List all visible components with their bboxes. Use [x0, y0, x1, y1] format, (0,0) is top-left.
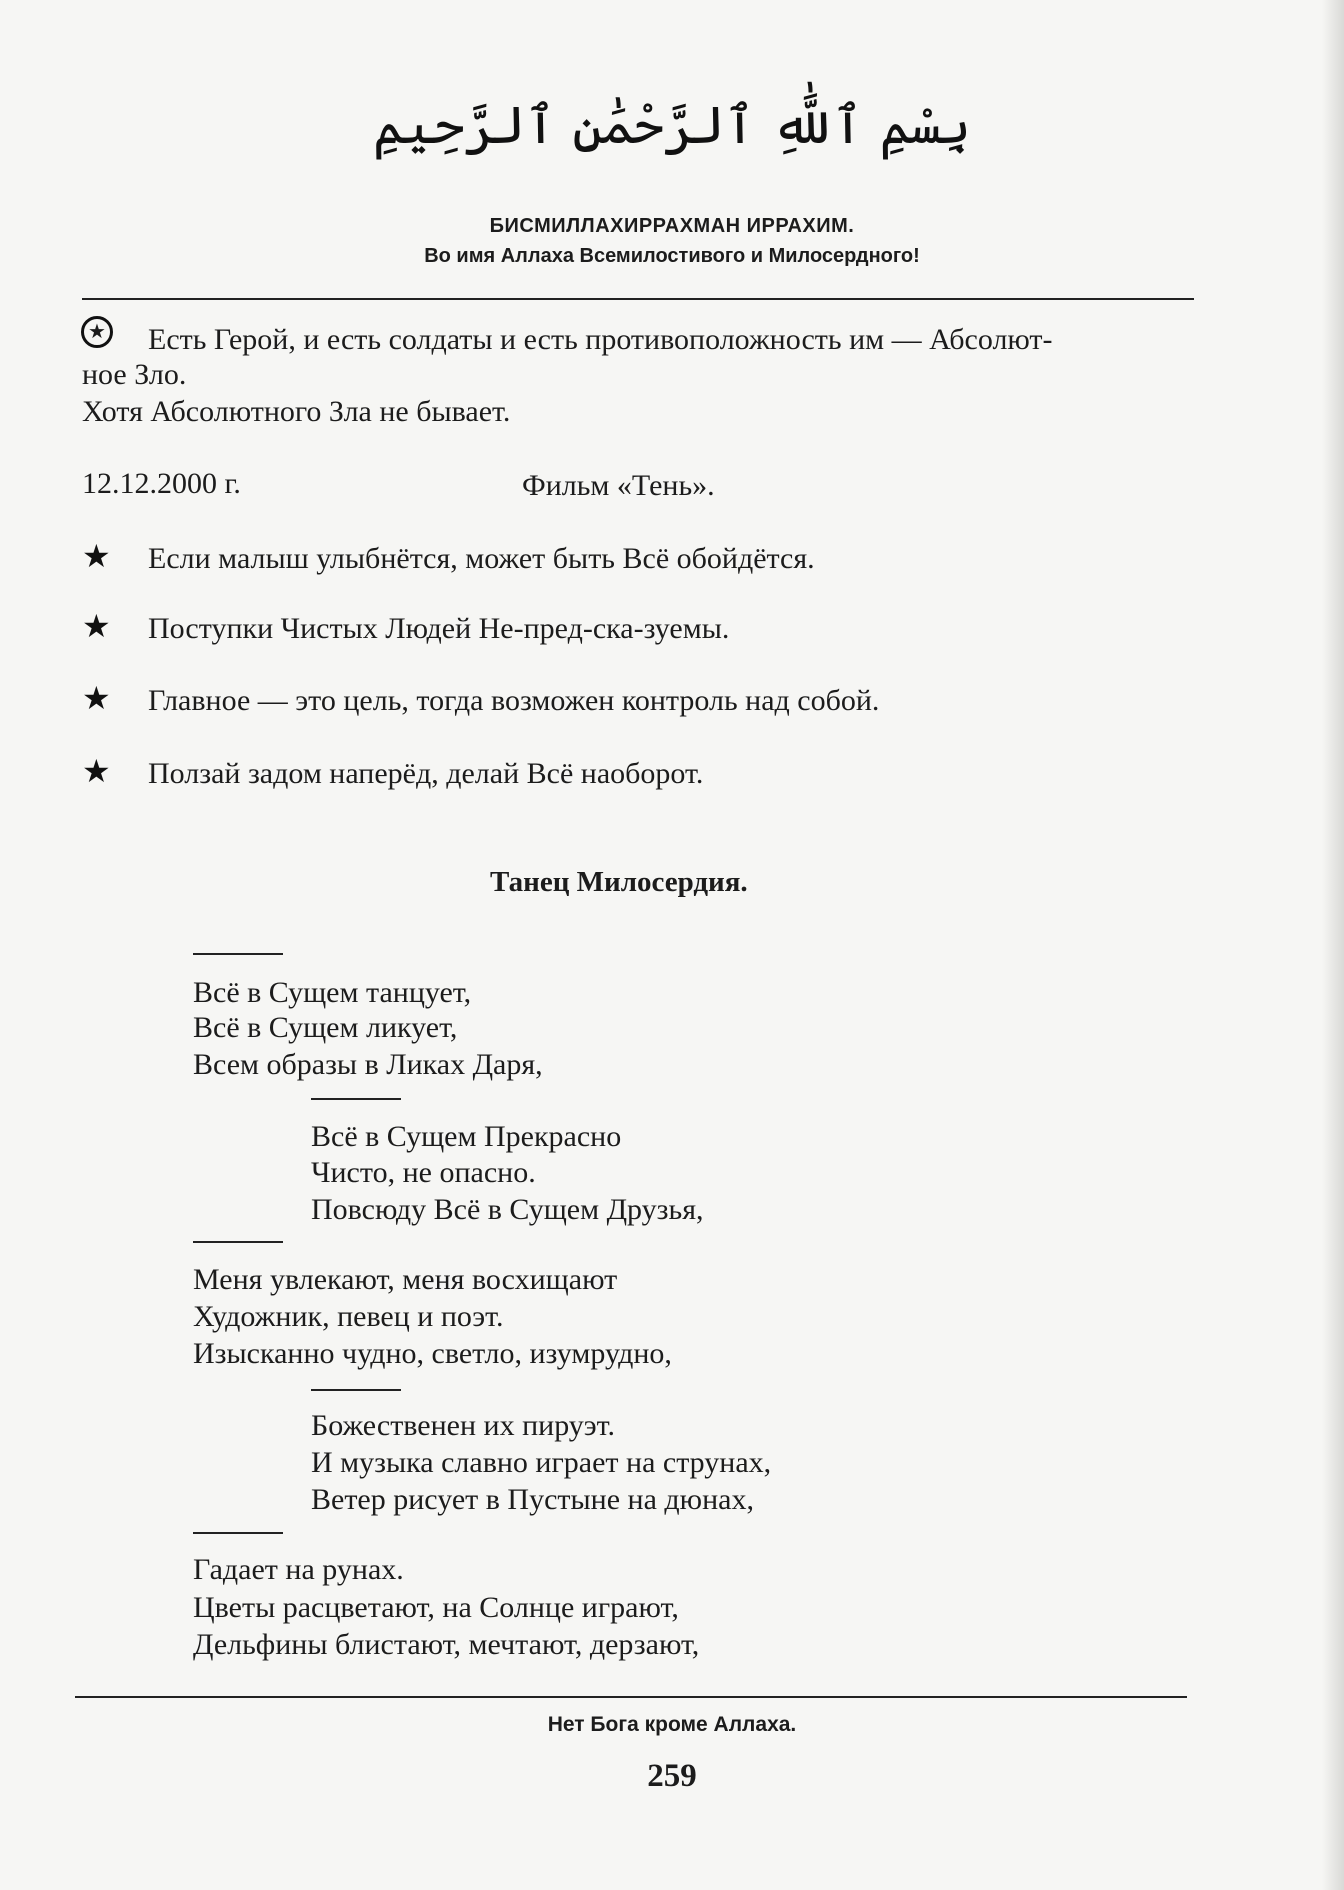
- poem-line: И музыка славно играет на струнах,: [311, 1446, 772, 1479]
- poem-line: Гадает на рунах.: [193, 1553, 404, 1586]
- poem-title: Танец Милосердия.: [490, 866, 748, 898]
- poem-line: Дельфины блистают, мечтают, дерзают,: [193, 1628, 700, 1661]
- circled-star-icon: ★: [81, 316, 113, 348]
- header-divider: [82, 298, 1194, 300]
- intro-line-2: ное Зло.: [82, 358, 187, 391]
- entry-title: Фильм «Тень».: [522, 469, 715, 502]
- stanza-divider: [311, 1389, 401, 1391]
- bismillah-calligraphy: بِسْمِ ٱللَّٰهِ ٱلرَّحْمَٰنِ ٱلرَّحِيمِ: [372, 96, 972, 156]
- stanza-divider: [193, 953, 283, 955]
- star-icon: ★: [82, 538, 111, 574]
- poem-line: Повсюду Всё в Сущем Друзья,: [311, 1193, 704, 1226]
- poem-line: Всё в Сущем Прекрасно: [311, 1120, 622, 1153]
- poem-line: Всё в Сущем ликует,: [193, 1011, 458, 1044]
- stanza-divider: [311, 1098, 401, 1100]
- footer-divider: [75, 1696, 1187, 1698]
- page-edge-shadow: [1322, 0, 1344, 1890]
- bullet-1: Если малыш улыбнётся, может быть Всё обойдётся.: [148, 542, 815, 575]
- poem-line: Художник, певец и поэт.: [193, 1300, 504, 1333]
- intro-line-3: Хотя Абсолютного Зла не бывает.: [82, 395, 511, 428]
- footer-text: Нет Бога кроме Аллаха.: [547, 1713, 797, 1736]
- star-icon: ★: [82, 680, 111, 716]
- poem-line: Ветер рисует в Пустыне на дюнах,: [311, 1483, 754, 1516]
- bullet-2: Поступки Чистых Людей Не-пред-ска-зуемы.: [148, 612, 730, 645]
- poem-line: Меня увлекают, меня восхищают: [193, 1263, 618, 1296]
- entry-date: 12.12.2000 г.: [82, 467, 241, 500]
- poem-line: Божественен их пируэт.: [311, 1409, 616, 1442]
- poem-line: Цветы расцветают, на Солнце играют,: [193, 1591, 679, 1624]
- bullet-3: Главное — это цель, тогда возможен контроль над собой.: [148, 684, 880, 717]
- stanza-divider: [193, 1532, 283, 1534]
- intro-line-1: Есть Герой, и есть солдаты и есть противоположность им — Абсолют-: [148, 323, 1053, 356]
- poem-line: Всё в Сущем танцует,: [193, 976, 472, 1009]
- poem-line: Изысканно чудно, светло, изумрудно,: [193, 1337, 672, 1370]
- star-icon: ★: [82, 753, 111, 789]
- poem-line: Всем образы в Ликах Даря,: [193, 1048, 543, 1081]
- bullet-4: Ползай задом наперёд, делай Всё наоборот.: [148, 757, 704, 790]
- stanza-divider: [193, 1241, 283, 1243]
- poem-line: Чисто, не опасно.: [311, 1156, 536, 1189]
- page-number: 259: [647, 1758, 697, 1794]
- star-icon: ★: [82, 608, 111, 644]
- header-title: БИСМИЛЛАХИРРАХМАН ИРРАХИМ.: [489, 215, 855, 237]
- header-subtitle: Во имя Аллаха Всемилостивого и Милосердного!: [424, 245, 920, 267]
